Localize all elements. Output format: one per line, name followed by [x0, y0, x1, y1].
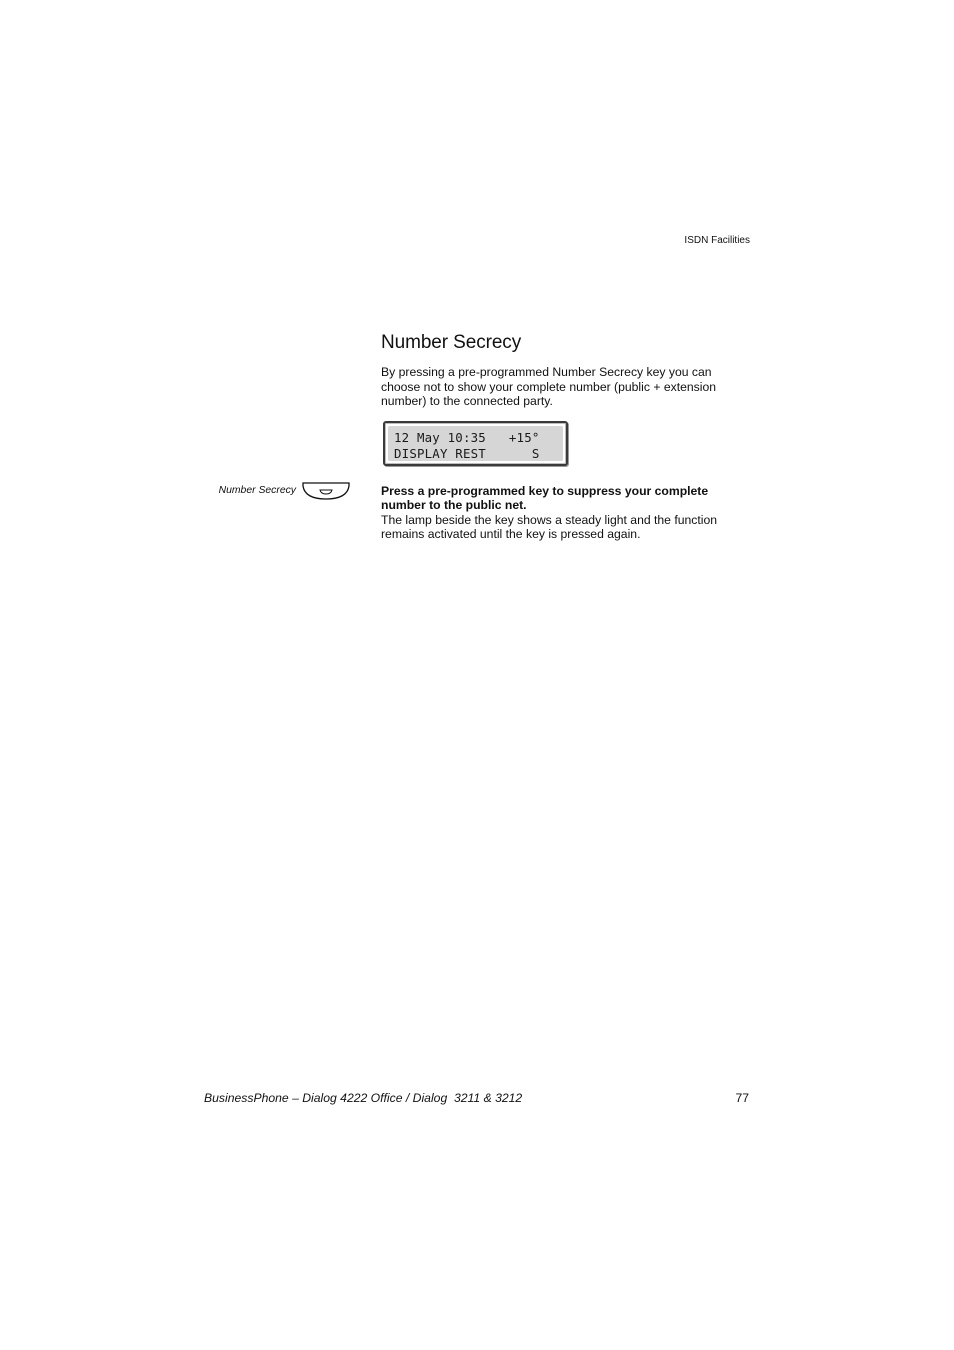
page-title: Number Secrecy	[381, 332, 522, 353]
display-screen	[388, 426, 563, 461]
key-button-icon	[302, 482, 350, 500]
footer-title: BusinessPhone – Dialog 4222 Office / Dialog 3211 & 3212	[204, 1091, 523, 1105]
phone-display	[383, 421, 568, 466]
intro-paragraph: By pressing a pre-programmed Number Secrecy key you can choose not to show your complete number (public + extension number) to the connected party.	[381, 365, 717, 409]
page-number: 77	[735, 1091, 749, 1105]
instruction-step: Press a pre-programmed key to suppress your complete number to the public net.	[381, 484, 709, 512]
instruction-note: The lamp beside the key shows a steady light and the function remains activated until the key is pressed again.	[381, 513, 718, 542]
display-line-1: 12 May 10:35 +15°	[394, 430, 540, 445]
section-header: ISDN Facilities	[684, 235, 750, 246]
key-label: Number Secrecy	[218, 485, 296, 496]
display-line-2: DISPLAY REST S	[394, 446, 540, 461]
